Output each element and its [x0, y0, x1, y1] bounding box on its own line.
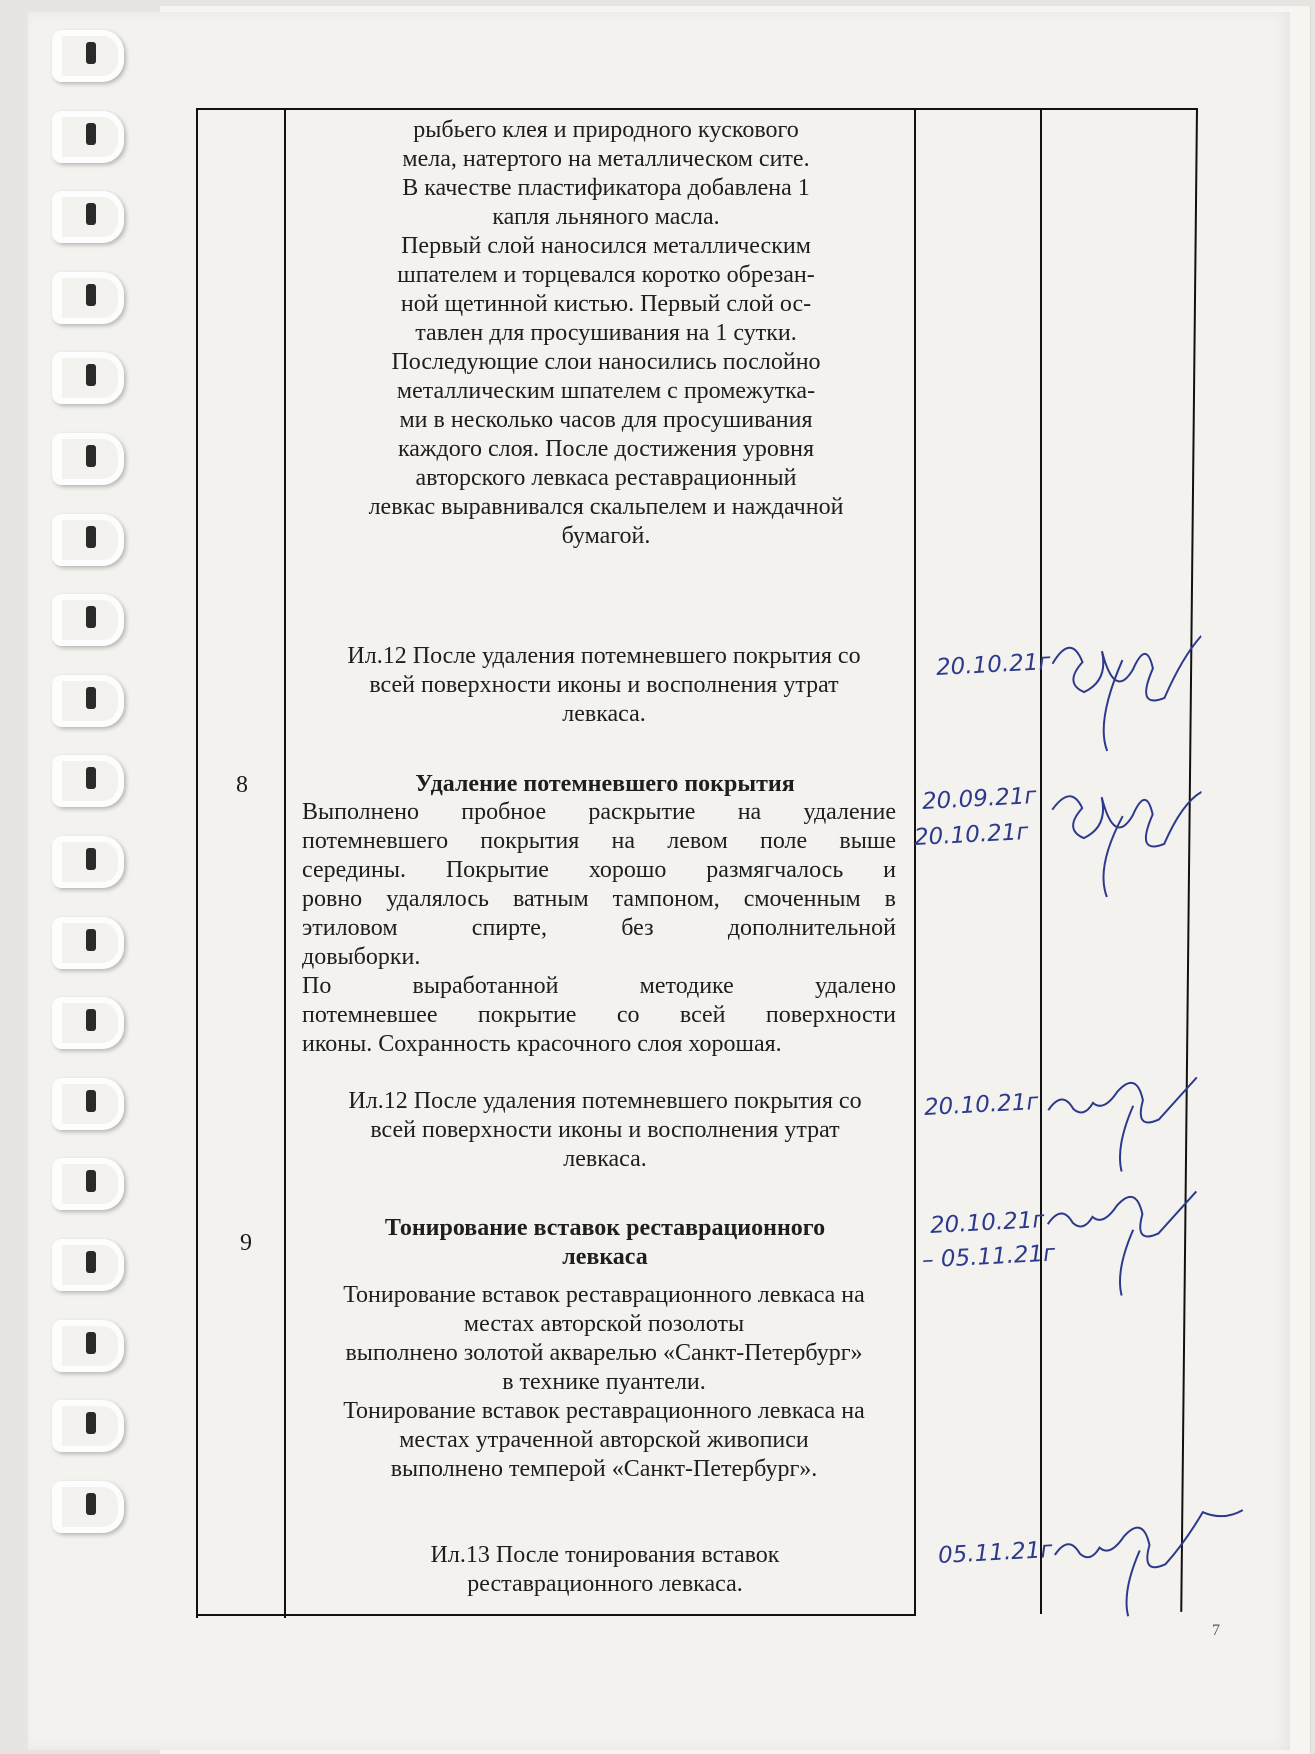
- text-line: каждого слоя. После достижения уровня: [397, 436, 815, 462]
- binding-hole: [86, 364, 96, 386]
- table-border-bottom: [196, 1614, 916, 1616]
- text-line: потемневшее покрытие со всей поверхности: [302, 1002, 896, 1028]
- row-number: 9: [240, 1230, 252, 1256]
- binding-hole: [86, 42, 96, 64]
- binding-hole: [86, 929, 96, 951]
- table-border-top: [196, 108, 1196, 110]
- binding-hole: [86, 203, 96, 225]
- figure-caption: [292, 642, 916, 729]
- text-line: В качестве пластификатора добавлена 1: [402, 175, 810, 201]
- text-line: в технике пуантели.: [502, 1369, 706, 1395]
- table-border-date: [1040, 108, 1042, 1614]
- text-line: рыбьего клея и природного кускового: [413, 117, 799, 143]
- binding-hole: [86, 445, 96, 467]
- text-line: выполнено темперой «Санкт-Петербург».: [390, 1456, 818, 1482]
- text-line: всей поверхности иконы и восполнения утрат: [370, 1117, 840, 1143]
- text-line: авторского левкаса реставрационный: [415, 465, 797, 491]
- text-line: Последующие слои наносились послойно: [391, 349, 821, 375]
- text-line: Выполнено пробное раскрытие на удаление: [302, 799, 896, 825]
- binding-hole: [86, 1412, 96, 1434]
- text-line: капля льняного масла.: [492, 204, 720, 230]
- date-entry: 20.10.21г: [913, 819, 1030, 851]
- binding-hole: [86, 284, 96, 306]
- binding-hole: [86, 767, 96, 789]
- binding-hole: [86, 687, 96, 709]
- text-line: середины. Покрытие хорошо размягчалось и: [302, 857, 896, 883]
- text-line: реставрационного левкаса.: [467, 1571, 743, 1597]
- text-line: По выработанной методике удалено: [302, 973, 896, 999]
- page-number: 7: [1212, 1622, 1220, 1639]
- text-line: иконы. Сохранность красочного слоя хорошая.: [302, 1031, 782, 1057]
- binding-hole: [86, 606, 96, 628]
- date-entry: 20.10.21г: [935, 649, 1052, 681]
- text-line: потемневшего покрытия на левом поле выше: [302, 828, 896, 854]
- text-line: Ил.12 После удаления потемневшего покрытия со: [348, 1088, 862, 1114]
- text-line: Тонирование вставок реставрационного левкаса на: [343, 1282, 865, 1308]
- text-line: металлическим шпателем с промежутка-: [396, 378, 816, 404]
- table-border-left: [196, 108, 198, 1618]
- figure-caption: [296, 1541, 914, 1599]
- text-line: местах авторской позолоты: [463, 1311, 745, 1337]
- date-entry: 05.11.21г: [937, 1537, 1054, 1569]
- text-line: довыборки.: [302, 944, 421, 970]
- text-line: ной щетинной кистью. Первый слой ос-: [400, 291, 812, 317]
- signature: [1040, 616, 1207, 764]
- binding-hole: [86, 848, 96, 870]
- text-line: левкаса.: [562, 701, 646, 727]
- date-entry: 20.10.21г: [929, 1207, 1046, 1239]
- signature: [1041, 1186, 1217, 1305]
- text-line: местах утраченной авторской живописи: [399, 1427, 809, 1453]
- text-line: шпателем и торцевался коротко обрезан-: [397, 262, 815, 288]
- binding-hole: [86, 123, 96, 145]
- date-entry: 20.10.21г: [923, 1089, 1040, 1121]
- row-text: [292, 1281, 916, 1484]
- binding-hole: [86, 1251, 96, 1273]
- text-line: мела, натертого на металлическом сите.: [402, 146, 810, 172]
- row-text: [302, 798, 896, 1059]
- text-line: Ил.12 После удаления потемневшего покрытия со: [347, 643, 861, 669]
- text-line: левкас выравнивался скальпелем и наждачной: [368, 494, 844, 520]
- row-title: [296, 1214, 914, 1272]
- signature: [1041, 772, 1208, 910]
- text-line: Первый слой наносился металлическим: [401, 233, 811, 259]
- row-title: Удаление потемневшего покрытия: [415, 771, 795, 797]
- signature: [1041, 1062, 1217, 1181]
- figure-caption: [296, 1087, 914, 1174]
- continued-text: [296, 116, 916, 551]
- date-entry: – 05.11.21г: [921, 1240, 1056, 1274]
- text-line: левкаса: [562, 1244, 648, 1270]
- table-border-num: [284, 108, 286, 1618]
- text-line: всей поверхности иконы и восполнения утрат: [369, 672, 839, 698]
- binding-hole: [86, 1009, 96, 1031]
- text-line: ровно удалялось ватным тампоном, смоченным в: [302, 886, 896, 912]
- text-line: Тонирование вставок реставрационного: [384, 1215, 826, 1241]
- binding-hole: [86, 1493, 96, 1515]
- text-line: этиловом спирте, без дополнительной: [302, 915, 896, 941]
- row-number: 8: [236, 772, 248, 798]
- binding-hole: [86, 1090, 96, 1112]
- text-line: Ил.13 После тонирования вставок: [430, 1542, 780, 1568]
- text-line: Тонирование вставок реставрационного левкаса на: [343, 1398, 865, 1424]
- text-line: ми в несколько часов для просушивания: [399, 407, 813, 433]
- binding-hole: [86, 1170, 96, 1192]
- text-line: левкаса.: [563, 1146, 647, 1172]
- text-line: тавлен для просушивания на 1 сутки.: [415, 320, 797, 346]
- binding-hole: [86, 1332, 96, 1354]
- text-line: выполнено золотой акварелью «Санкт-Петербург»: [345, 1340, 863, 1366]
- binding-hole: [86, 526, 96, 548]
- signature: [1047, 1485, 1254, 1625]
- text-line: бумагой.: [561, 523, 651, 549]
- date-entry: 20.09.21г: [921, 783, 1038, 815]
